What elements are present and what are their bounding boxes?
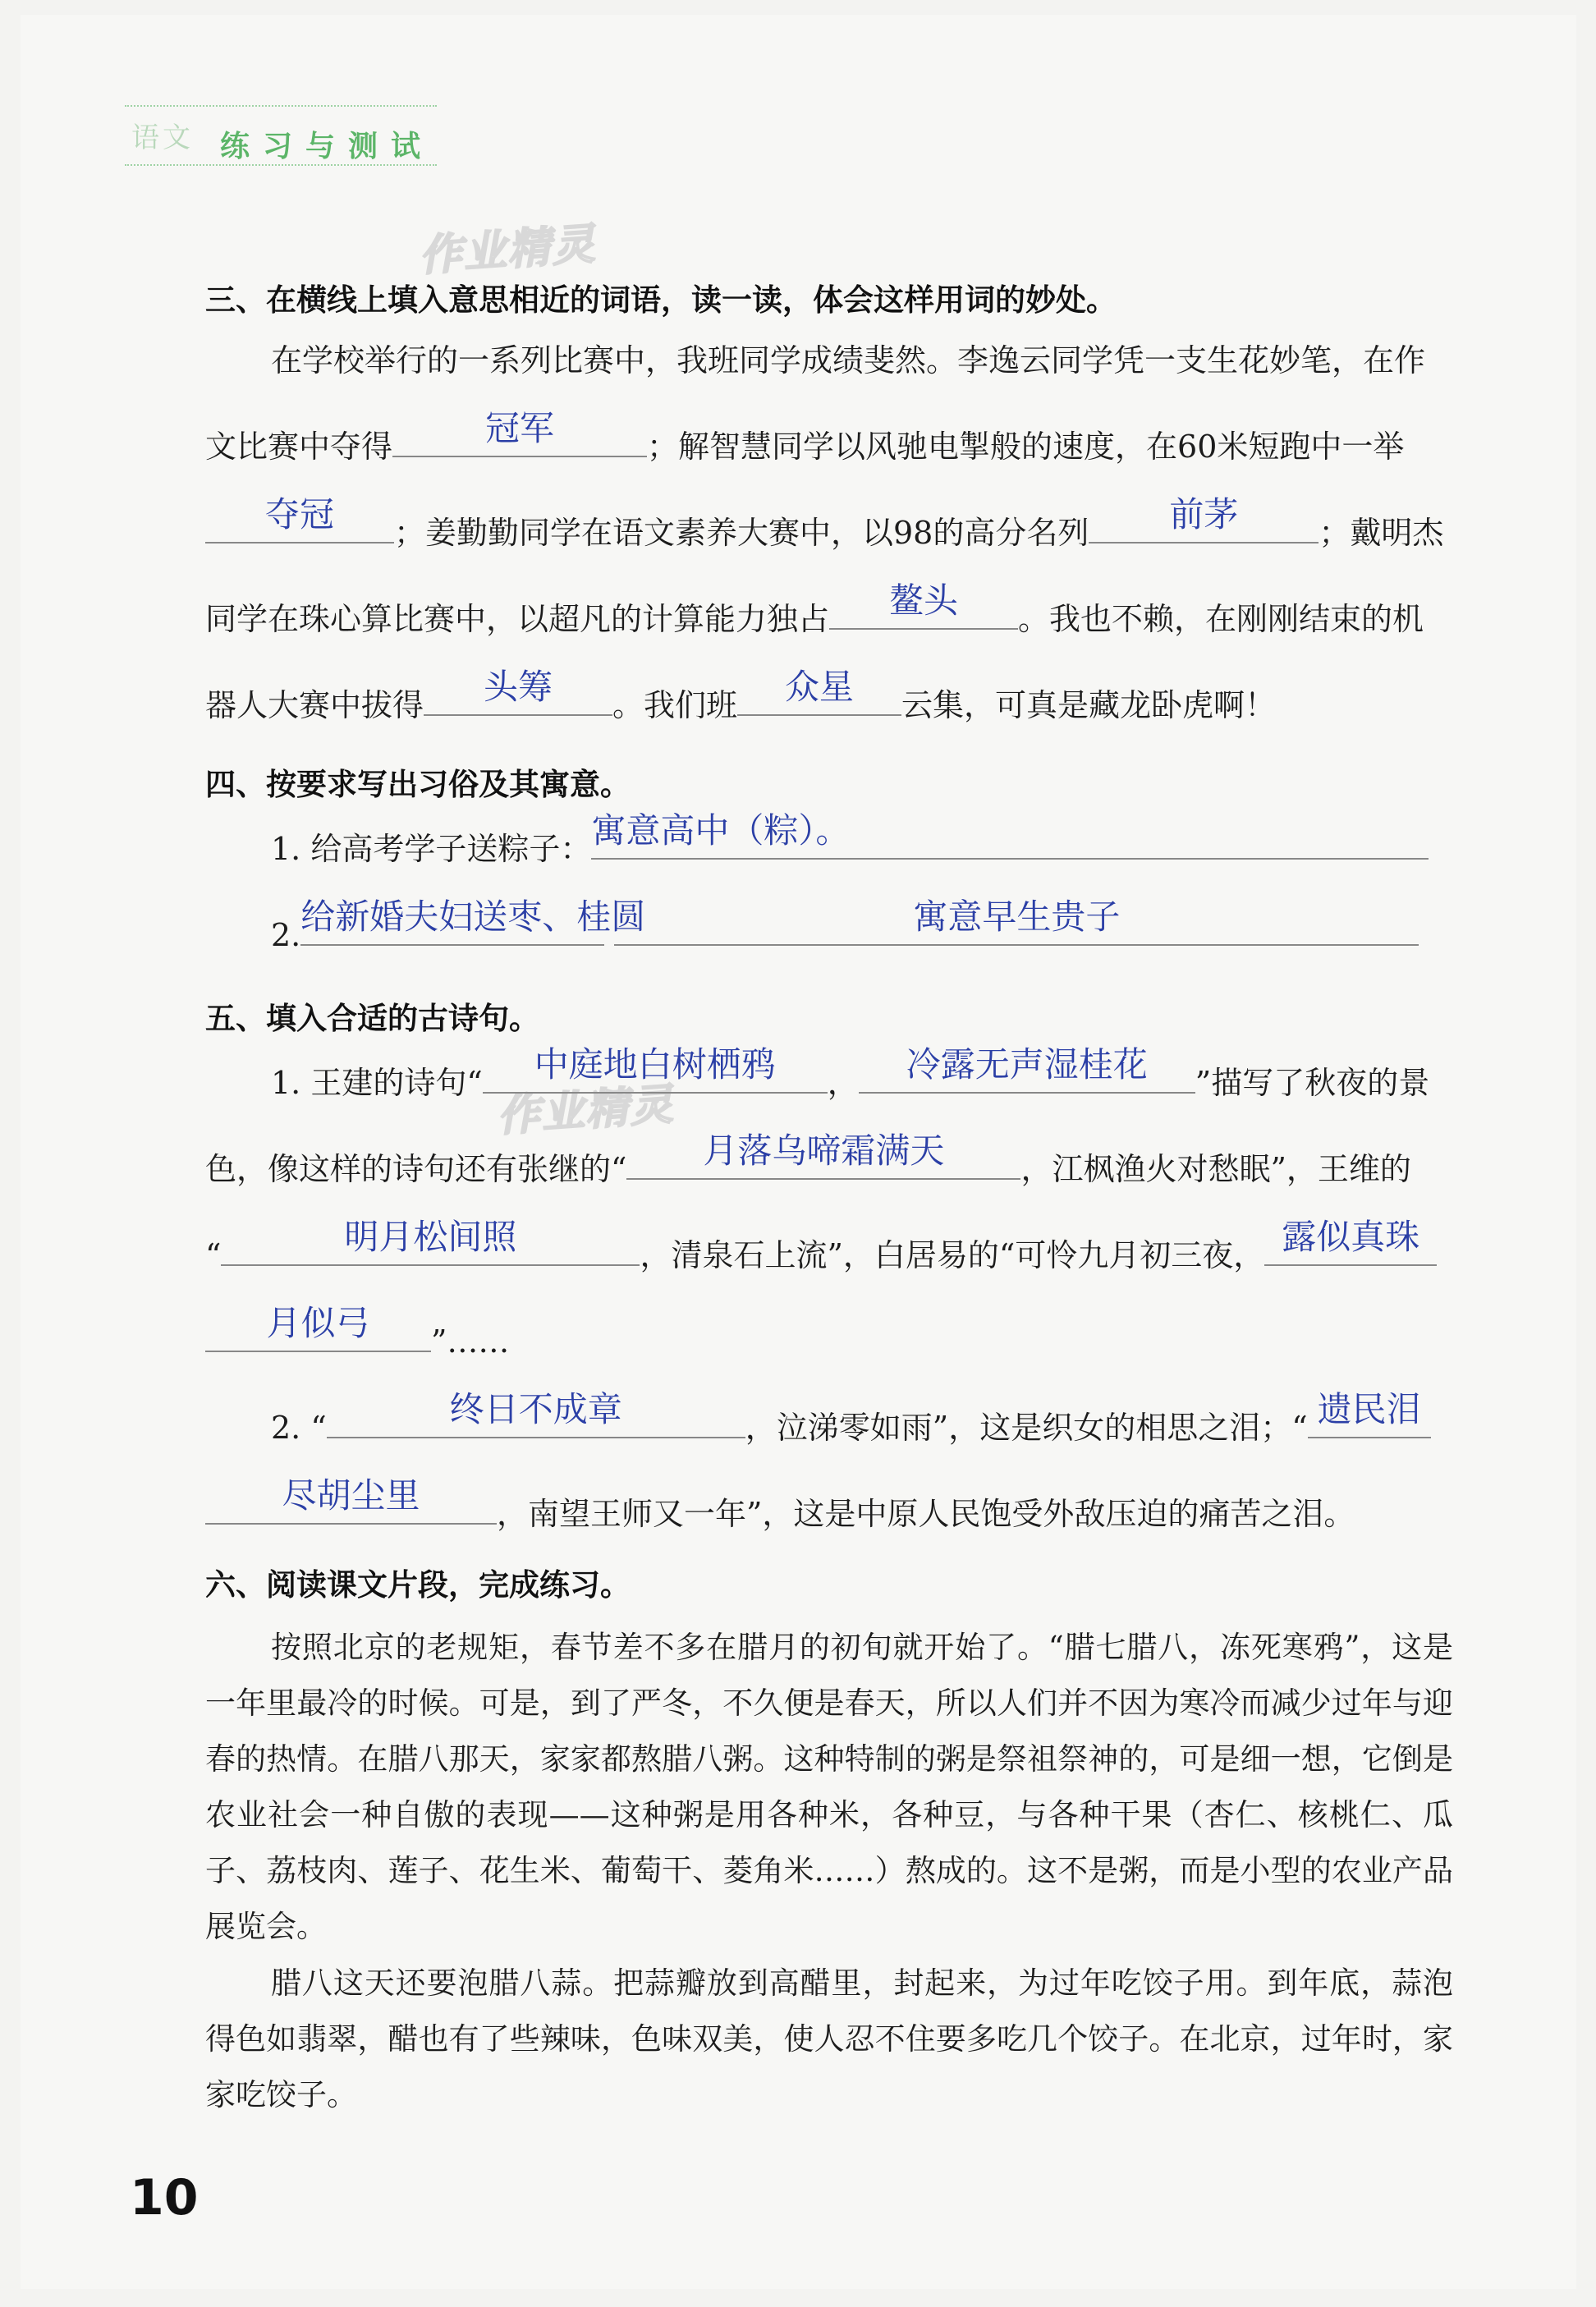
answer-blank[interactable]: 冠军 xyxy=(392,455,647,457)
section-5-title: 五、填入合适的古诗句。 xyxy=(205,1001,539,1036)
sec3-line-2: 文比赛中夺得 冠军 ；解智慧同学以风驰电掣般的速度，在60米短跑中一举 xyxy=(205,408,1405,465)
answer-blank[interactable]: 月落乌啼霜满天 xyxy=(626,1177,1020,1180)
answer-blank[interactable]: 寓意高中（粽）。 xyxy=(591,857,1429,860)
answer-blank[interactable]: 鳌头 xyxy=(829,627,1018,630)
answer-blank[interactable]: 给新婚夫妇送枣、桂圆 xyxy=(300,943,604,946)
sec3-line-3: 夺冠 ；姜勤勤同学在语文素养大赛中，以98的高分名列 前茅 ；戴明杰 xyxy=(205,517,1443,548)
answer-blank[interactable]: 夺冠 xyxy=(205,541,394,543)
sec5-line-1: 1. 王建的诗句“ 中庭地白树栖鸦 ， 冷露无声湿桂花 ”描写了秋夜的景 xyxy=(271,1044,1430,1101)
answer-blank[interactable]: 遗民泪 xyxy=(1308,1436,1431,1438)
reading-paragraph-1: 按照北京的老规矩，春节差不多在腊月的初旬就开始了。“腊七腊八，冻死寒鸦”，这是一年里最冷的时候。可是，到了严冬，不久便是春天，所以人们并不因为寒冷而减少过年与迎春的热情。在腊八那天，家家都熬腊八粥。这种特制的粥是祭祖祭神的，可是细一想，它倒是农业社会一种自傲的表现——这种粥是用各种米，各种豆，与各种干果（杏仁、核桃仁、瓜子、荔枝肉、莲子、花生米、葡萄干、菱角米……）熬成的。这不是粥，而是小型的农业产品展览会。 xyxy=(205,1630,1453,1944)
watermark: 作业精灵 xyxy=(417,219,598,282)
reading-paragraph-2: 腊八这天还要泡腊八蒜。把蒜瓣放到高醋里，封起来，为过年吃饺子用。到年底，蒜泡得色如翡翠，醋也有了些辣味，色味双美，使人忍不住要多吃几个饺子。在北京，过年时，家家吃饺子。 xyxy=(205,1965,1453,2112)
section-3-title: 三、在横线上填入意思相近的词语，读一读，体会这样用词的妙处。 xyxy=(205,282,1117,318)
section-4-title: 四、按要求写出习俗及其寓意。 xyxy=(205,767,631,802)
sec5-line-4: 月似弓 ”…… xyxy=(205,1326,509,1357)
sec5-line-2: 色，像这样的诗句还有张继的“ 月落乌啼霜满天 ，江枫渔火对愁眠”，王维的 xyxy=(205,1131,1411,1187)
sec3-line-4: 同学在珠心算比赛中，以超凡的计算能力独占 鳌头 。我也不赖，在刚刚结束的机 xyxy=(205,580,1424,637)
section-6-title: 六、阅读课文片段，完成练习。 xyxy=(205,1567,631,1603)
answer-blank[interactable]: 寓意早生贵子 xyxy=(614,943,1419,946)
answer-blank[interactable]: 明月松间照 xyxy=(221,1264,640,1266)
sec4-item-1: 1. 给高考学子送粽子： 寓意高中（粽）。 xyxy=(271,833,1429,865)
header-subject: 语文 xyxy=(131,122,194,154)
answer-blank[interactable]: 中庭地白树栖鸦 xyxy=(483,1091,828,1094)
sec4-item-2: 2. 给新婚夫妇送枣、桂圆 寓意早生贵子 xyxy=(271,920,1419,951)
answer-blank[interactable]: 众星 xyxy=(737,713,901,716)
sec5-line-5: 2. “ 终日不成章 ，泣涕零如雨”，这是织女的相思之泪；“ 遗民泪 xyxy=(271,1412,1431,1443)
sec5-line-6: 尽胡尘里 ，南望王师又一年”，这是中原人民饱受外敌压迫的痛苦之泪。 xyxy=(205,1498,1355,1530)
answer-blank[interactable]: 露似真珠 xyxy=(1264,1264,1437,1266)
page-number: 10 xyxy=(130,2169,199,2227)
answer-blank[interactable]: 月似弓 xyxy=(205,1350,431,1352)
sec3-line-1: 在学校举行的一系列比赛中，我班同学成绩斐然。李逸云同学凭一支生花妙笔，在作 xyxy=(271,342,1426,378)
answer-blank[interactable]: 冷露无声湿桂花 xyxy=(859,1091,1195,1094)
watermark: 作业精灵 xyxy=(495,1080,676,1142)
sec3-line-5: 器人大赛中拔得 头筹 。我们班 众星 云集，可真是藏龙卧虎啊！ xyxy=(205,667,1277,723)
sec5-line-3: “ 明月松间照 ，清泉石上流”，白居易的“可怜九月初三夜， 露似真珠 xyxy=(205,1240,1437,1271)
answer-blank[interactable]: 终日不成章 xyxy=(327,1436,745,1438)
answer-blank[interactable]: 前茅 xyxy=(1089,541,1319,543)
answer-blank[interactable]: 尽胡尘里 xyxy=(205,1522,497,1525)
header-title: 练习与测试 xyxy=(220,130,434,163)
answer-blank[interactable]: 头筹 xyxy=(424,713,612,716)
